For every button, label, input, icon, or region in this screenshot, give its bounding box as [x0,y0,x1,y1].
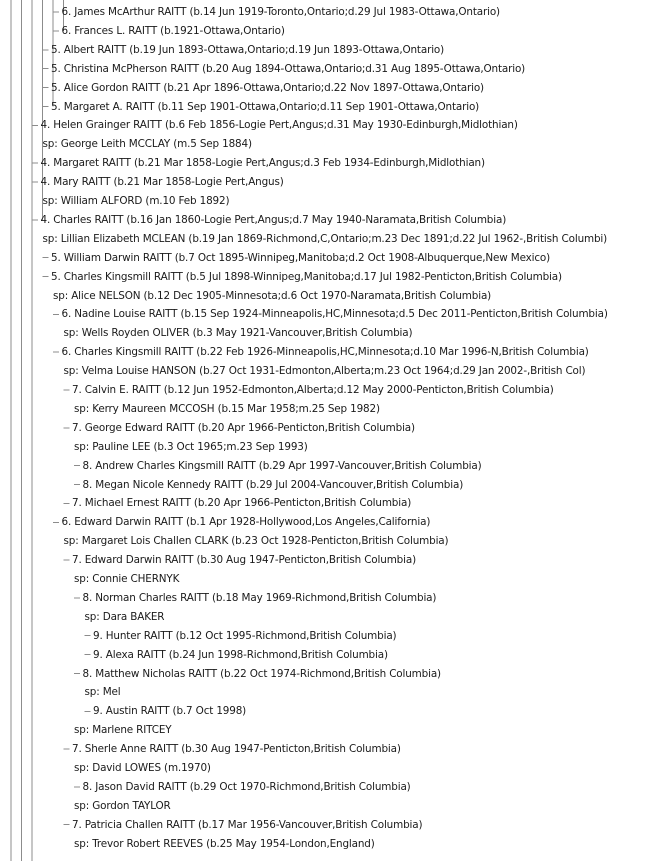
spouse-entry: sp: Connie CHERNYK [74,573,180,585]
spouse-entry: sp: Lillian Elizabeth MCLEAN (b.19 Jan 1869-Richmond,C,Ontario;m.23 Dec 1891;d.22 Jul 1962-,British Columbi) [42,232,608,245]
person-entry: 7. Michael Ernest RAITT (b.20 Apr 1966-Penticton,British Columbia) [72,497,412,510]
person-entry: 8. Megan Nicole Kennedy RAITT (b.29 Jul 2004-Vancouver,British Columbia) [82,478,464,491]
spouse-entry: sp: Velma Louise HANSON (b.27 Oct 1931-Edmonton,Alberta;m.23 Oct 1964;d.29 Jan 2002-,British Col) [63,365,586,378]
person-entry: 6. Nadine Louise RAITT (b.15 Sep 1924-Minneapolis,HC,Minnesota;d.5 Dec 2011-Penticton,British Columbia) [61,308,608,321]
spouse-entry: sp: George Leith MCCLAY (m.5 Sep 1884) [42,138,252,151]
person-entry: 5. Charles Kingsmill RAITT (b.5 Jul 1898-Winnipeg,Manitoba;d.17 Jul 1982-Penticton,British Columbia) [51,270,562,283]
person-entry: 7. Calvin E. RAITT (b.12 Jun 1952-Edmonton,Alberta;d.12 May 2000-Penticton,British Columbia) [72,384,554,396]
spouse-entry: sp: Kerry Maureen MCCOSH (b.15 Mar 1958;m.25 Sep 1982) [74,402,380,415]
spouse-entry: sp: Dara BAKER [84,610,165,623]
person-entry: 7. Sherle Anne RAITT (b.30 Aug 1947-Penticton,British Columbia) [72,743,401,756]
person-entry: 4. Charles RAITT (b.16 Jan 1860-Logie Pert,Angus;d.7 May 1940-Naramata,British Columbia) [40,213,507,226]
person-entry: 8. Andrew Charles Kingsmill RAITT (b.29 Apr 1997-Vancouver,British Columbia) [82,459,482,472]
person-entry: 6. James McArthur RAITT (b.14 Jun 1919-Toronto,Ontario;d.29 Jul 1983-Ottawa,Ontario) [61,6,500,18]
person-entry: 6. Edward Darwin RAITT (b.1 Apr 1928-Hollywood,Los Angeles,California) [61,516,431,529]
spouse-entry: sp: Gordon TAYLOR [74,799,171,812]
person-entry: 4. Margaret RAITT (b.21 Mar 1858-Logie Pert,Angus;d.3 Feb 1934-Edinburgh,Midlothian) [40,157,485,170]
spouse-entry: sp: Mel [84,686,121,699]
spouse-entry: sp: Alice NELSON (b.12 Dec 1905-Minnesota;d.6 Oct 1970-Naramata,British Columbia) [53,289,492,302]
spouse-entry: sp: Pauline LEE (b.3 Oct 1965;m.23 Sep 1993) [74,440,308,453]
spouse-entry: sp: Wells Royden OLIVER (b.3 May 1921-Vancouver,British Columbia) [63,327,413,340]
person-entry: 4. Mary RAITT (b.21 Mar 1858-Logie Pert,Angus) [40,176,284,189]
person-entry: 6. Frances L. RAITT (b.1921-Ottawa,Ontario) [61,24,285,37]
person-entry: 6. Charles Kingsmill RAITT (b.22 Feb 1926-Minneapolis,HC,Minnesota;d.10 Mar 1996-N,British Columbia) [61,346,589,359]
person-entry: 5. Margaret A. RAITT (b.11 Sep 1901-Ottawa,Ontario;d.11 Sep 1901-Ottawa,Ontario) [51,100,480,113]
spouse-entry: sp: Margaret Lois Challen CLARK (b.23 Oct 1928-Penticton,British Columbia) [63,535,449,548]
person-entry: 5. William Darwin RAITT (b.7 Oct 1895-Winnipeg,Manitoba;d.2 Oct 1908-Albuquerque,New Mexico) [51,251,551,264]
person-entry: 8. Jason David RAITT (b.29 Oct 1970-Richmond,British Columbia) [82,780,411,793]
person-entry: 5. Albert RAITT (b.19 Jun 1893-Ottawa,Ontario;d.19 Jun 1893-Ottawa,Ontario) [51,43,445,56]
person-entry: 5. Alice Gordon RAITT (b.21 Apr 1896-Ottawa,Ontario;d.22 Nov 1897-Ottawa,Ontario) [51,81,484,94]
person-entry: 9. Alexa RAITT (b.24 Jun 1998-Richmond,British Columbia) [93,648,388,661]
person-entry: 9. Austin RAITT (b.7 Oct 1998) [93,705,247,718]
spouse-entry: sp: Marlene RITCEY [74,724,172,737]
person-entry: 4. Helen Grainger RAITT (b.6 Feb 1856-Logie Pert,Angus;d.31 May 1930-Edinburgh,Midlothian) [40,119,518,132]
spouse-entry: sp: Trevor Robert REEVES (b.25 May 1954-London,England) [74,837,375,850]
spouse-entry: sp: David LOWES (m.1970) [74,762,211,774]
person-entry: 5. Christina McPherson RAITT (b.20 Aug 1894-Ottawa,Ontario;d.31 Aug 1895-Ottawa,Ontario) [51,62,526,75]
person-entry: 8. Norman Charles RAITT (b.18 May 1969-Richmond,British Columbia) [82,591,437,604]
person-entry: 7. Patricia Challen RAITT (b.17 Mar 1956-Vancouver,British Columbia) [72,818,423,831]
spouse-entry: sp: William ALFORD (m.10 Feb 1892) [42,195,230,207]
person-entry: 7. Edward Darwin RAITT (b.30 Aug 1947-Penticton,British Columbia) [72,554,416,567]
person-entry: 8. Matthew Nicholas RAITT (b.22 Oct 1974-Richmond,British Columbia) [82,667,441,680]
person-entry: 9. Hunter RAITT (b.12 Oct 1995-Richmond,British Columbia) [93,629,397,642]
person-entry: 7. George Edward RAITT (b.20 Apr 1966-Penticton,British Columbia) [72,421,415,434]
